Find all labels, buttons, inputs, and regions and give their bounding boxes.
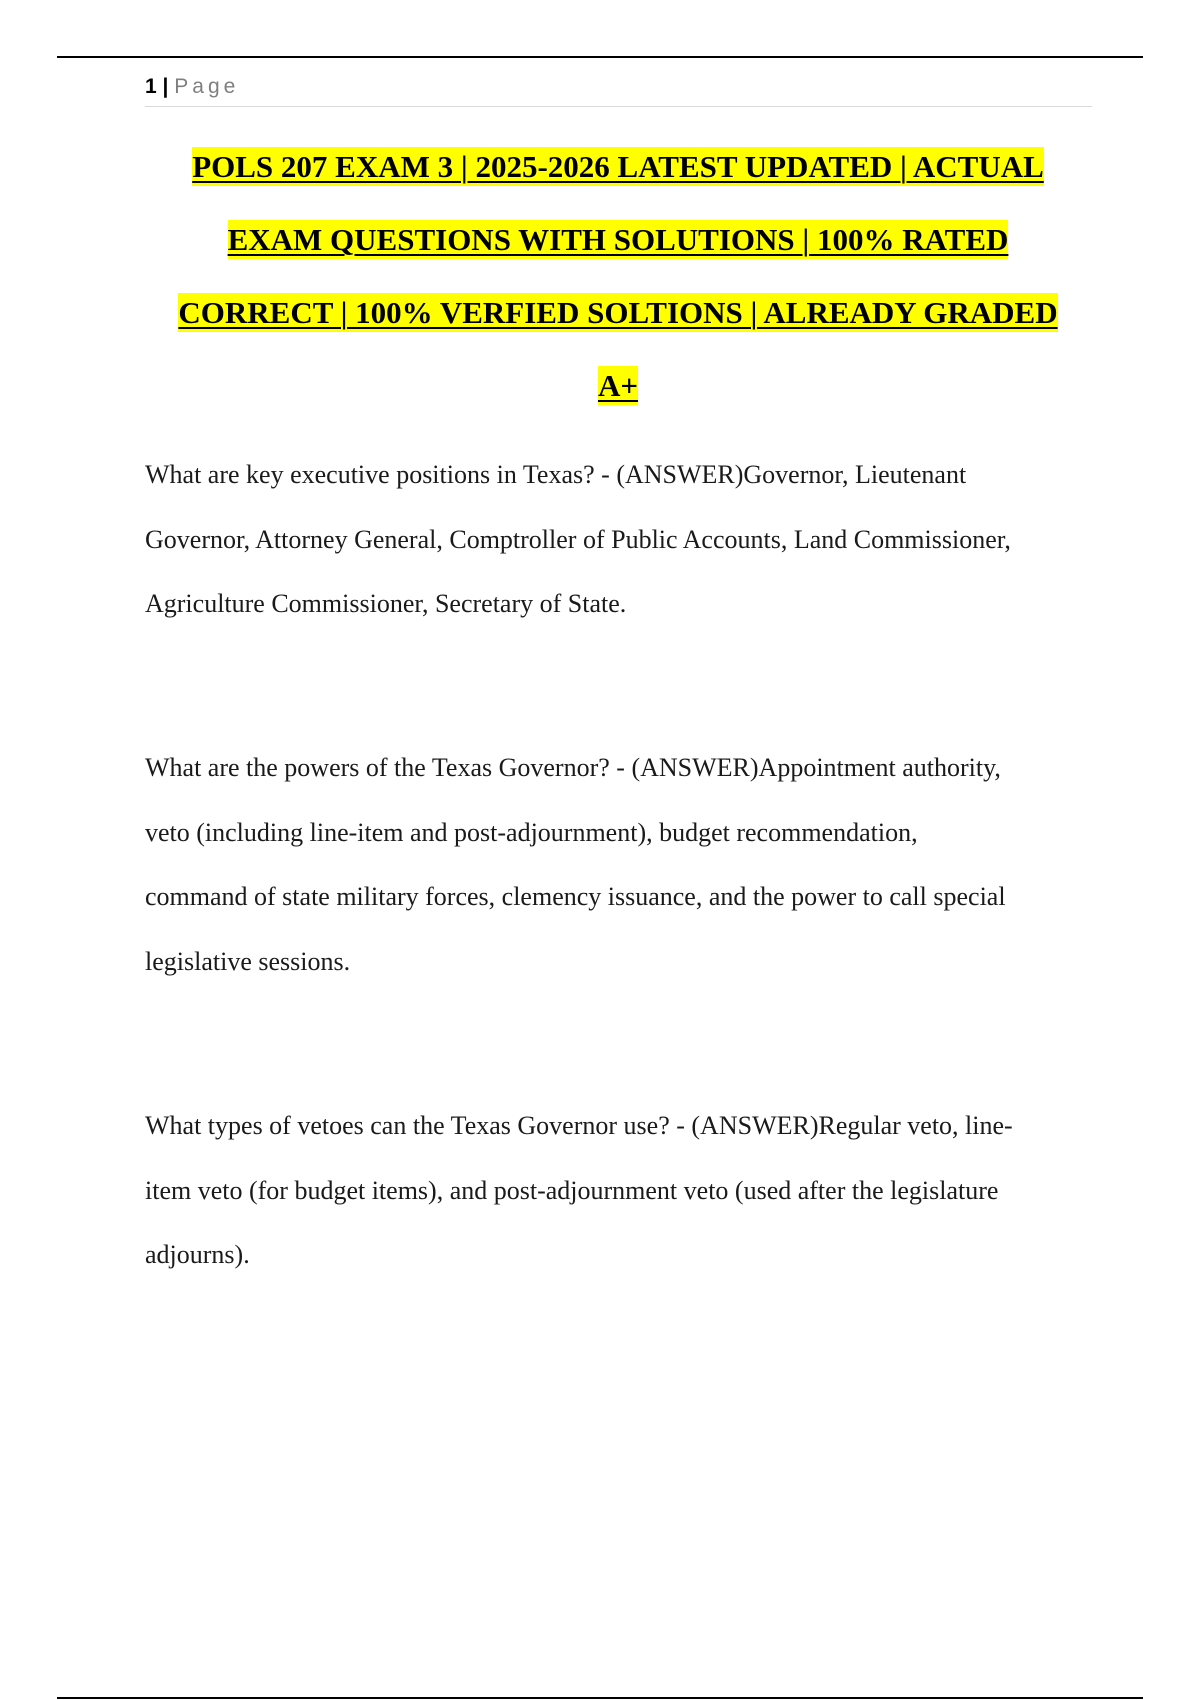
paragraph-line: Agriculture Commissioner, Secretary of State. bbox=[145, 589, 627, 618]
bottom-rule bbox=[57, 1697, 1143, 1699]
paragraph-line: adjourns). bbox=[145, 1240, 250, 1269]
title-line-text: CORRECT | 100% VERFIED SOLTIONS | ALREADY GRADED bbox=[178, 295, 1058, 330]
paragraph-line: item veto (for budget items), and post-adjournment veto (used after the legislature bbox=[145, 1175, 999, 1205]
title-line-text: POLS 207 EXAM 3 | 2025-2026 LATEST UPDATED | ACTUAL bbox=[192, 149, 1044, 184]
paragraph-line: legislative sessions. bbox=[145, 946, 351, 976]
paragraph-line: command of state military forces, clemency issuance, and the power to call special bbox=[145, 882, 1006, 911]
title-line-text: EXAM QUESTIONS WITH SOLUTIONS | 100% RATED bbox=[227, 222, 1009, 257]
paragraph-line: What types of vetoes can the Texas Governor use? - (ANSWER)Regular veto, line- bbox=[145, 1111, 1013, 1140]
page-separator: | bbox=[162, 75, 169, 98]
title-line bbox=[118, 203, 1118, 276]
title-line bbox=[118, 130, 1118, 203]
page-label: Page bbox=[174, 75, 240, 98]
question-answer-1 bbox=[145, 443, 1095, 637]
title-line bbox=[118, 276, 1118, 349]
question-answer-2 bbox=[145, 736, 1095, 994]
paragraph-line: What are key executive positions in Texas? - (ANSWER)Governor, Lieutenant bbox=[145, 460, 967, 489]
paragraph-line: Governor, Attorney General, Comptroller of Public Accounts, Land Commissioner, bbox=[145, 524, 1011, 554]
document-title bbox=[118, 130, 1118, 422]
paragraph-line: What are the powers of the Texas Governor? - (ANSWER)Appointment authority, bbox=[145, 753, 1001, 782]
paragraph-line: veto (including line-item and post-adjournment), budget recommendation, bbox=[145, 817, 918, 847]
title-line-text: A+ bbox=[597, 368, 639, 403]
page-number: 1 bbox=[145, 75, 157, 98]
title-line bbox=[118, 349, 1118, 422]
question-answer-3 bbox=[145, 1094, 1095, 1288]
page-header bbox=[145, 72, 1092, 107]
top-rule bbox=[57, 56, 1143, 58]
